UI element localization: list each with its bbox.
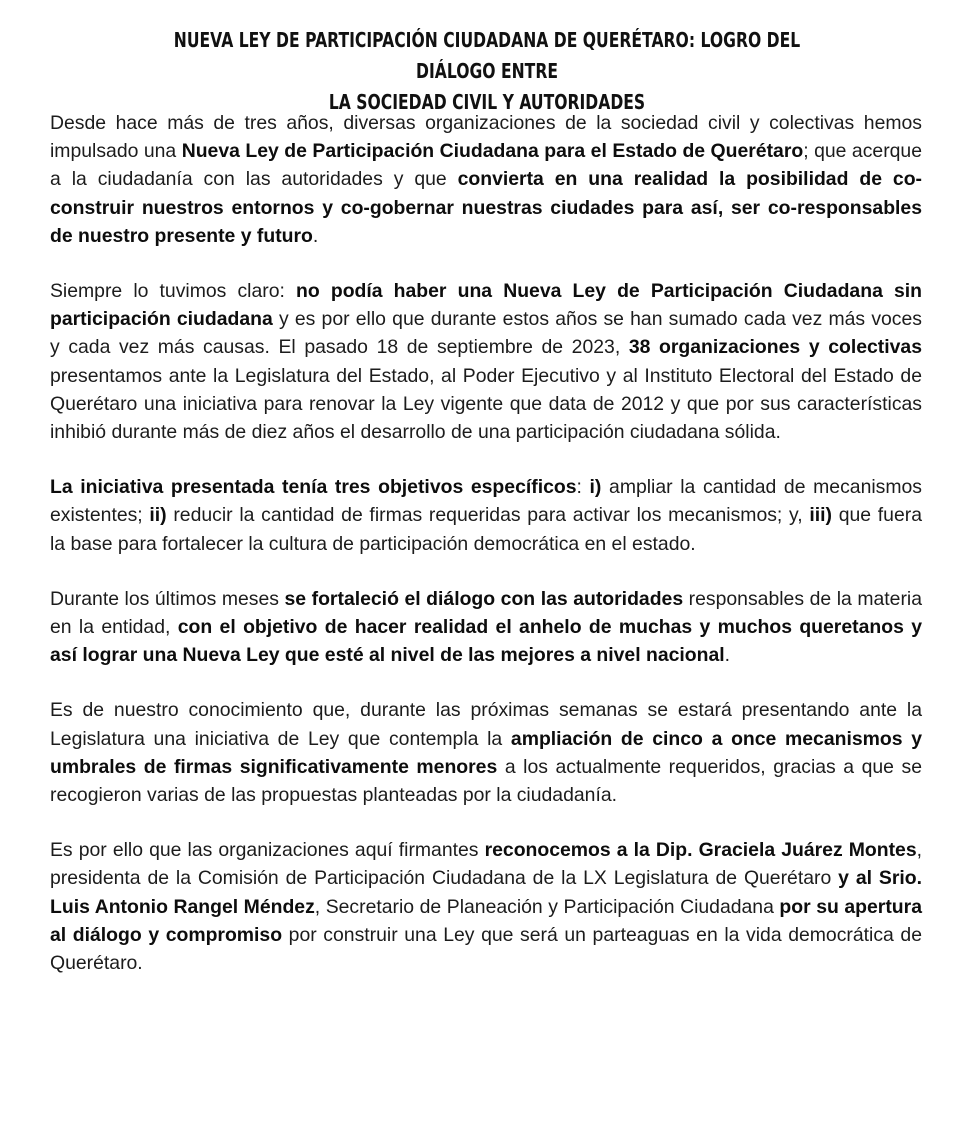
- paragraph-text: y es por ello que durante estos años se han sumado cada vez más voces y cada vez más causas. El pasado 18 de septiembre de 2023,: [50, 308, 922, 359]
- paragraph-text: Es de nuestro conocimiento que, durante las próximas semanas se estará presentando ante la Legislatura una iniciativa de Ley que contempla la: [50, 699, 922, 750]
- paragraph-2: [50, 277, 922, 446]
- paragraph-text: .: [724, 644, 731, 667]
- paragraph-text: Desde hace más de tres años, diversas organizaciones de la sociedad civil y colectivas hemos impulsado una: [50, 112, 922, 163]
- paragraph-text: a los actualmente requeridos, gracias a que se recogieron varias de las propuestas planteadas por la ciudadanía.: [50, 755, 922, 807]
- bold-text: ampliación de cinco a once mecanismos y umbrales de firmas significativamente menores: [50, 727, 922, 778]
- paragraph-text: por construir una Ley que será un parteaguas en la vida democrática de Querétaro.: [50, 923, 923, 975]
- paragraph-5: [50, 696, 922, 809]
- paragraph-text: Siempre lo tuvimos claro:: [50, 280, 297, 303]
- paragraph-text: responsables de la materia en la entidad,: [50, 587, 922, 639]
- bold-text: Nueva Ley de Participación Ciudadana para el Estado de Querétaro: [181, 140, 804, 163]
- title-line-2: LA SOCIEDAD CIVIL Y AUTORIDADES: [328, 90, 646, 115]
- paragraph-text: , presidenta de la Comisión de Participación Ciudadana de la LX Legislatura de Querétaro: [50, 839, 922, 890]
- bold-text: no podía haber una Nueva Ley de Participación Ciudadana sin participación ciudadana: [50, 280, 922, 331]
- bold-text: iii): [809, 504, 833, 527]
- paragraph-text: .: [312, 224, 319, 247]
- bold-text: se fortaleció el diálogo con las autoridades: [284, 587, 684, 610]
- document-body: [50, 109, 922, 1004]
- bold-text: La iniciativa presentada tenía tres objetivos específicos: [50, 476, 577, 499]
- bold-text: i): [589, 476, 602, 499]
- bold-text: y al Srio. Luis Antonio Rangel Méndez: [50, 867, 922, 918]
- paragraph-4: [50, 585, 922, 670]
- paragraph-text: , Secretario de Planeación y Participación Ciudadana: [314, 895, 780, 918]
- bold-text: por su apertura al diálogo y compromiso: [50, 895, 922, 946]
- bold-text: convierta en una realidad la posibilidad de co-construir nuestros entornos y co-gobernar nuestras ciudades para así, ser co-responsables de nuestro presente y futuro: [50, 168, 922, 247]
- paragraph-text: reducir la cantidad de firmas requeridas para activar los mecanismos; y,: [166, 504, 810, 527]
- bold-text: con el objetivo de hacer realidad el anhelo de muchas y muchos queretanos y así lograr una Nueva Ley que esté al nivel de las mejores a nivel nacional: [50, 616, 922, 667]
- paragraph-3: [50, 473, 922, 558]
- paragraph-text: presentamos ante la Legislatura del Estado, al Poder Ejecutivo y al Instituto Electoral del Estado de Querétaro una iniciativa para renovar la Ley vigente que data de 2012 y que por sus características inhibió durante más de diez años el desarrollo de una participación ciudadana sólida.: [50, 364, 922, 444]
- paragraph-6: [50, 836, 922, 977]
- paragraph-text: Es por ello que las organizaciones aquí firmantes: [50, 839, 485, 862]
- bold-text: 38 organizaciones y colectivas: [628, 336, 922, 359]
- paragraph-text: :: [576, 476, 590, 499]
- paragraph-text: ampliar la cantidad de mecanismos existentes;: [50, 476, 922, 527]
- bold-text: reconocemos a la Dip. Graciela Juárez Montes: [484, 839, 917, 862]
- bold-text: ii): [149, 504, 167, 527]
- title-line-1: NUEVA LEY DE PARTICIPACIÓN CIUDADANA DE QUERÉTARO: LOGRO DEL DIÁLOGO ENTRE: [173, 28, 801, 84]
- paragraph-text: Durante los últimos meses: [50, 587, 285, 610]
- document-title: [154, 25, 820, 118]
- paragraph-1: [50, 109, 922, 250]
- paragraph-text: ; que acerque a la ciudadanía con las autoridades y que: [50, 140, 923, 191]
- paragraph-text: que fuera la base para fortalecer la cultura de participación democrática en el estado.: [50, 504, 922, 555]
